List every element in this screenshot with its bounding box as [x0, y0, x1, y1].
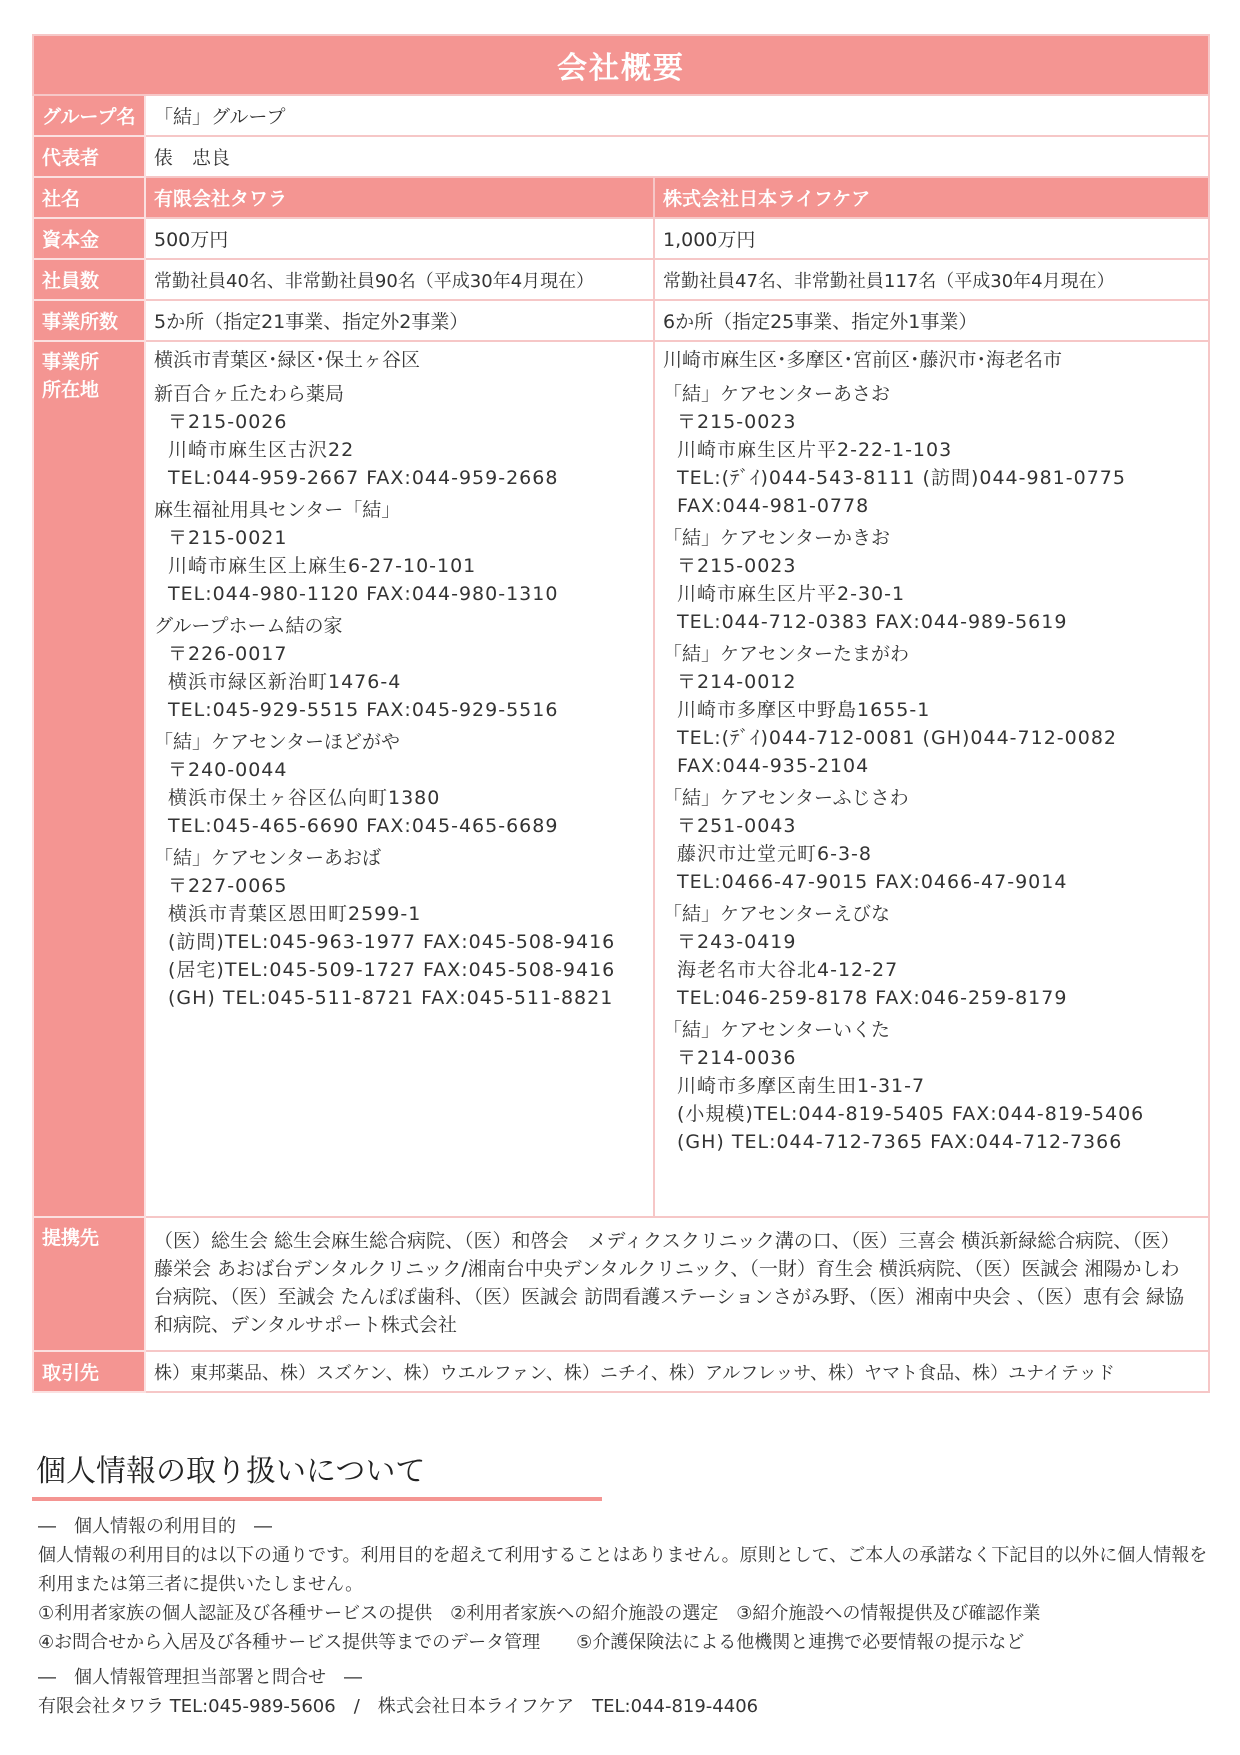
office-detail-line: (訪問)TEL:045-963-1977 FAX:045-508-9416 — [168, 931, 616, 953]
office-name: 「結」ケアセンターあおば — [154, 847, 382, 869]
office-detail-line: 〒251-0043 — [677, 815, 797, 837]
section-title: 会社概要 — [33, 35, 1209, 95]
office-detail-line: 〒214-0012 — [677, 671, 797, 693]
office-detail-line: 川崎市麻生区古沢22 — [168, 439, 355, 461]
capital-2: 1,000万円 — [654, 218, 1209, 259]
privacy-contact-section — [38, 1663, 1208, 1721]
company-name-2: 株式会社日本ライフケア — [654, 177, 1209, 218]
office-detail-line: 〒215-0023 — [677, 411, 797, 433]
clients-text: 株）東邦薬品、株）スズケン、株）ウエルファン、株）ニチイ、株）アルフレッサ、株）ヤマト食品、株）ユナイテッド — [145, 1351, 1209, 1392]
office-name: 「結」ケアセンターあさお — [663, 383, 891, 405]
label-representative: 代表者 — [33, 136, 145, 177]
office-list-1 — [145, 341, 654, 1217]
label-employees: 社員数 — [33, 259, 145, 300]
purpose-items-1: ①利用者家族の個人認証及び各種サービスの提供 ②利用者家族への紹介施設の選定 ③紹介施設への情報提供及び確認作業 — [38, 1603, 1041, 1624]
office-name: 「結」ケアセンターえびな — [663, 903, 891, 925]
office-entry — [154, 496, 653, 608]
office-detail-line: 川崎市多摩区南生田1-31-7 — [677, 1075, 926, 1097]
label-group: グループ名 — [33, 95, 145, 136]
contact-text: 有限会社タワラ TEL:045-989-5606 / 株式会社日本ライフケア TEL:044-819-4406 — [38, 1696, 759, 1717]
office-detail-line: TEL:044-980-1120 FAX:044-980-1310 — [168, 583, 559, 605]
office-detail-line: 藤沢市辻堂元町6-3-8 — [677, 843, 872, 865]
office-entry — [154, 612, 653, 724]
office-detail-line: 〒214-0036 — [677, 1047, 797, 1069]
office-detail-line: TEL:045-465-6690 FAX:045-465-6689 — [168, 815, 559, 837]
offices-count-2: 6か所（指定25事業、指定外1事業） — [654, 300, 1209, 341]
office-entry — [154, 844, 653, 1012]
office-detail-line: TEL:0466-47-9015 FAX:0466-47-9014 — [677, 871, 1068, 893]
office-name: 新百合ヶ丘たわら薬局 — [154, 383, 345, 405]
purpose-items-2: ④お問合せから入居及び各種サービス提供等までのデータ管理 ⑤介護保険法による他機関と連携で必要情報の提示など — [38, 1632, 1025, 1653]
label-offices-location: 事業所 所在地 — [33, 341, 145, 1217]
office-detail-line: TEL:046-259-8178 FAX:046-259-8179 — [677, 987, 1068, 1009]
office-entry — [663, 1016, 1208, 1156]
label-clients: 取引先 — [33, 1351, 145, 1392]
capital-1: 500万円 — [145, 218, 654, 259]
office-detail-line: 〒226-0017 — [168, 643, 288, 665]
office-detail-line: TEL:044-959-2667 FAX:044-959-2668 — [168, 467, 559, 489]
office-name: 「結」ケアセンターほどがや — [154, 731, 401, 753]
employees-2: 常勤社員47名、非常勤社員117名（平成30年4月現在） — [654, 259, 1209, 300]
office-detail-line: 川崎市麻生区片平2-22-1-103 — [677, 439, 953, 461]
office-entry — [663, 640, 1208, 780]
office-name: 麻生福祉用具センター「結」 — [154, 499, 401, 521]
office-detail-line: (小規模)TEL:044-819-5405 FAX:044-819-5406 — [677, 1103, 1145, 1125]
office-entry — [663, 524, 1208, 636]
office-detail-line: 横浜市保土ヶ谷区仏向町1380 — [168, 787, 441, 809]
office-name: 「結」ケアセンターふじさわ — [663, 787, 909, 809]
label-partners: 提携先 — [33, 1217, 145, 1351]
office-detail-line: FAX:044-935-2104 — [677, 755, 870, 777]
office-name: グループホーム結の家 — [154, 615, 343, 637]
office-detail-line: (GH) TEL:044-712-7365 FAX:044-712-7366 — [677, 1131, 1123, 1153]
office-detail-line: 横浜市青葉区恩田町2599-1 — [168, 903, 422, 925]
group-name: 「結」グループ — [145, 95, 1209, 136]
office-detail-line: 〒215-0026 — [168, 411, 288, 433]
offices-count-1: 5か所（指定21事業、指定外2事業） — [145, 300, 654, 341]
company-profile-table — [32, 34, 1210, 1393]
label-company: 社名 — [33, 177, 145, 218]
office-detail-line: 〒215-0021 — [168, 527, 288, 549]
office-detail-line: 川崎市麻生区上麻生6-27-10-101 — [168, 555, 477, 577]
office-detail-line: 〒243-0419 — [677, 931, 797, 953]
office-detail-line: 川崎市麻生区片平2-30-1 — [677, 583, 906, 605]
purpose-heading: ― 個人情報の利用目的 ― — [38, 1516, 272, 1537]
office-detail-line: 〒227-0065 — [168, 875, 288, 897]
label-offices-count: 事業所数 — [33, 300, 145, 341]
office-detail-line: TEL:044-712-0383 FAX:044-989-5619 — [677, 611, 1068, 633]
privacy-divider — [32, 1497, 602, 1501]
office-detail-line: 〒215-0023 — [677, 555, 797, 577]
office-name: 「結」ケアセンターいくた — [663, 1019, 891, 1041]
company-name-1: 有限会社タワラ — [145, 177, 654, 218]
area-1: 横浜市青葉区･緑区･保土ヶ谷区 — [154, 349, 421, 371]
privacy-title: 個人情報の取り扱いについて — [36, 1454, 426, 1489]
office-entry — [663, 900, 1208, 1012]
office-name: 「結」ケアセンターかきお — [663, 527, 891, 549]
office-entry — [154, 728, 653, 840]
office-detail-line: 〒240-0044 — [168, 759, 288, 781]
office-list-2 — [654, 341, 1209, 1217]
area-2: 川崎市麻生区･多摩区･宮前区･藤沢市･海老名市 — [663, 349, 1063, 371]
employees-1: 常勤社員40名、非常勤社員90名（平成30年4月現在） — [145, 259, 654, 300]
office-detail-line: TEL:(ﾃﾞｲ)044-712-0081 (GH)044-712-0082 — [677, 727, 1117, 749]
purpose-text: 個人情報の利用目的は以下の通りです。利用目的を超えて利用することはありません。原則として、ご本人の承諾なく下記目的以外に個人情報を利用または第三者に提供いたしません。 — [38, 1545, 1208, 1595]
label-capital: 資本金 — [33, 218, 145, 259]
office-detail-line: TEL:(ﾃﾞｲ)044-543-8111 (訪問)044-981-0775 — [677, 467, 1126, 489]
office-detail-line: 横浜市緑区新治町1476-4 — [168, 671, 402, 693]
representative: 俵 忠良 — [145, 136, 1209, 177]
office-detail-line: (居宅)TEL:045-509-1727 FAX:045-508-9416 — [168, 959, 616, 981]
office-detail-line: (GH) TEL:045-511-8721 FAX:045-511-8821 — [168, 987, 614, 1009]
office-name: 「結」ケアセンターたまがわ — [663, 643, 910, 665]
partners-text: （医）総生会 総生会麻生総合病院、（医）和啓会 メディクスクリニック溝の口、（医）三喜会 横浜新緑総合病院、（医）藤栄会 あおば台デンタルクリニック/湘南台中央デンタルクリニック、（一財）育生会 横浜病院、（医）医誠会 湘陽かしわ台病院、（医）至誠会 たんぽぽ歯科、（医）医誠会 訪問看護ステーションさがみ野、（医）湘南中央会 、（医）恵有会 緑協和病院、デンタルサポート株式会社 — [145, 1217, 1209, 1351]
office-entry — [663, 380, 1208, 520]
office-entry — [663, 784, 1208, 896]
privacy-purpose-section — [38, 1512, 1208, 1657]
office-entry — [154, 380, 653, 492]
office-detail-line: FAX:044-981-0778 — [677, 495, 870, 517]
contact-heading: ― 個人情報管理担当部署と問合せ ― — [38, 1667, 362, 1688]
office-detail-line: TEL:045-929-5515 FAX:045-929-5516 — [168, 699, 559, 721]
office-detail-line: 海老名市大谷北4-12-27 — [677, 959, 899, 981]
office-detail-line: 川崎市多摩区中野島1655-1 — [677, 699, 931, 721]
